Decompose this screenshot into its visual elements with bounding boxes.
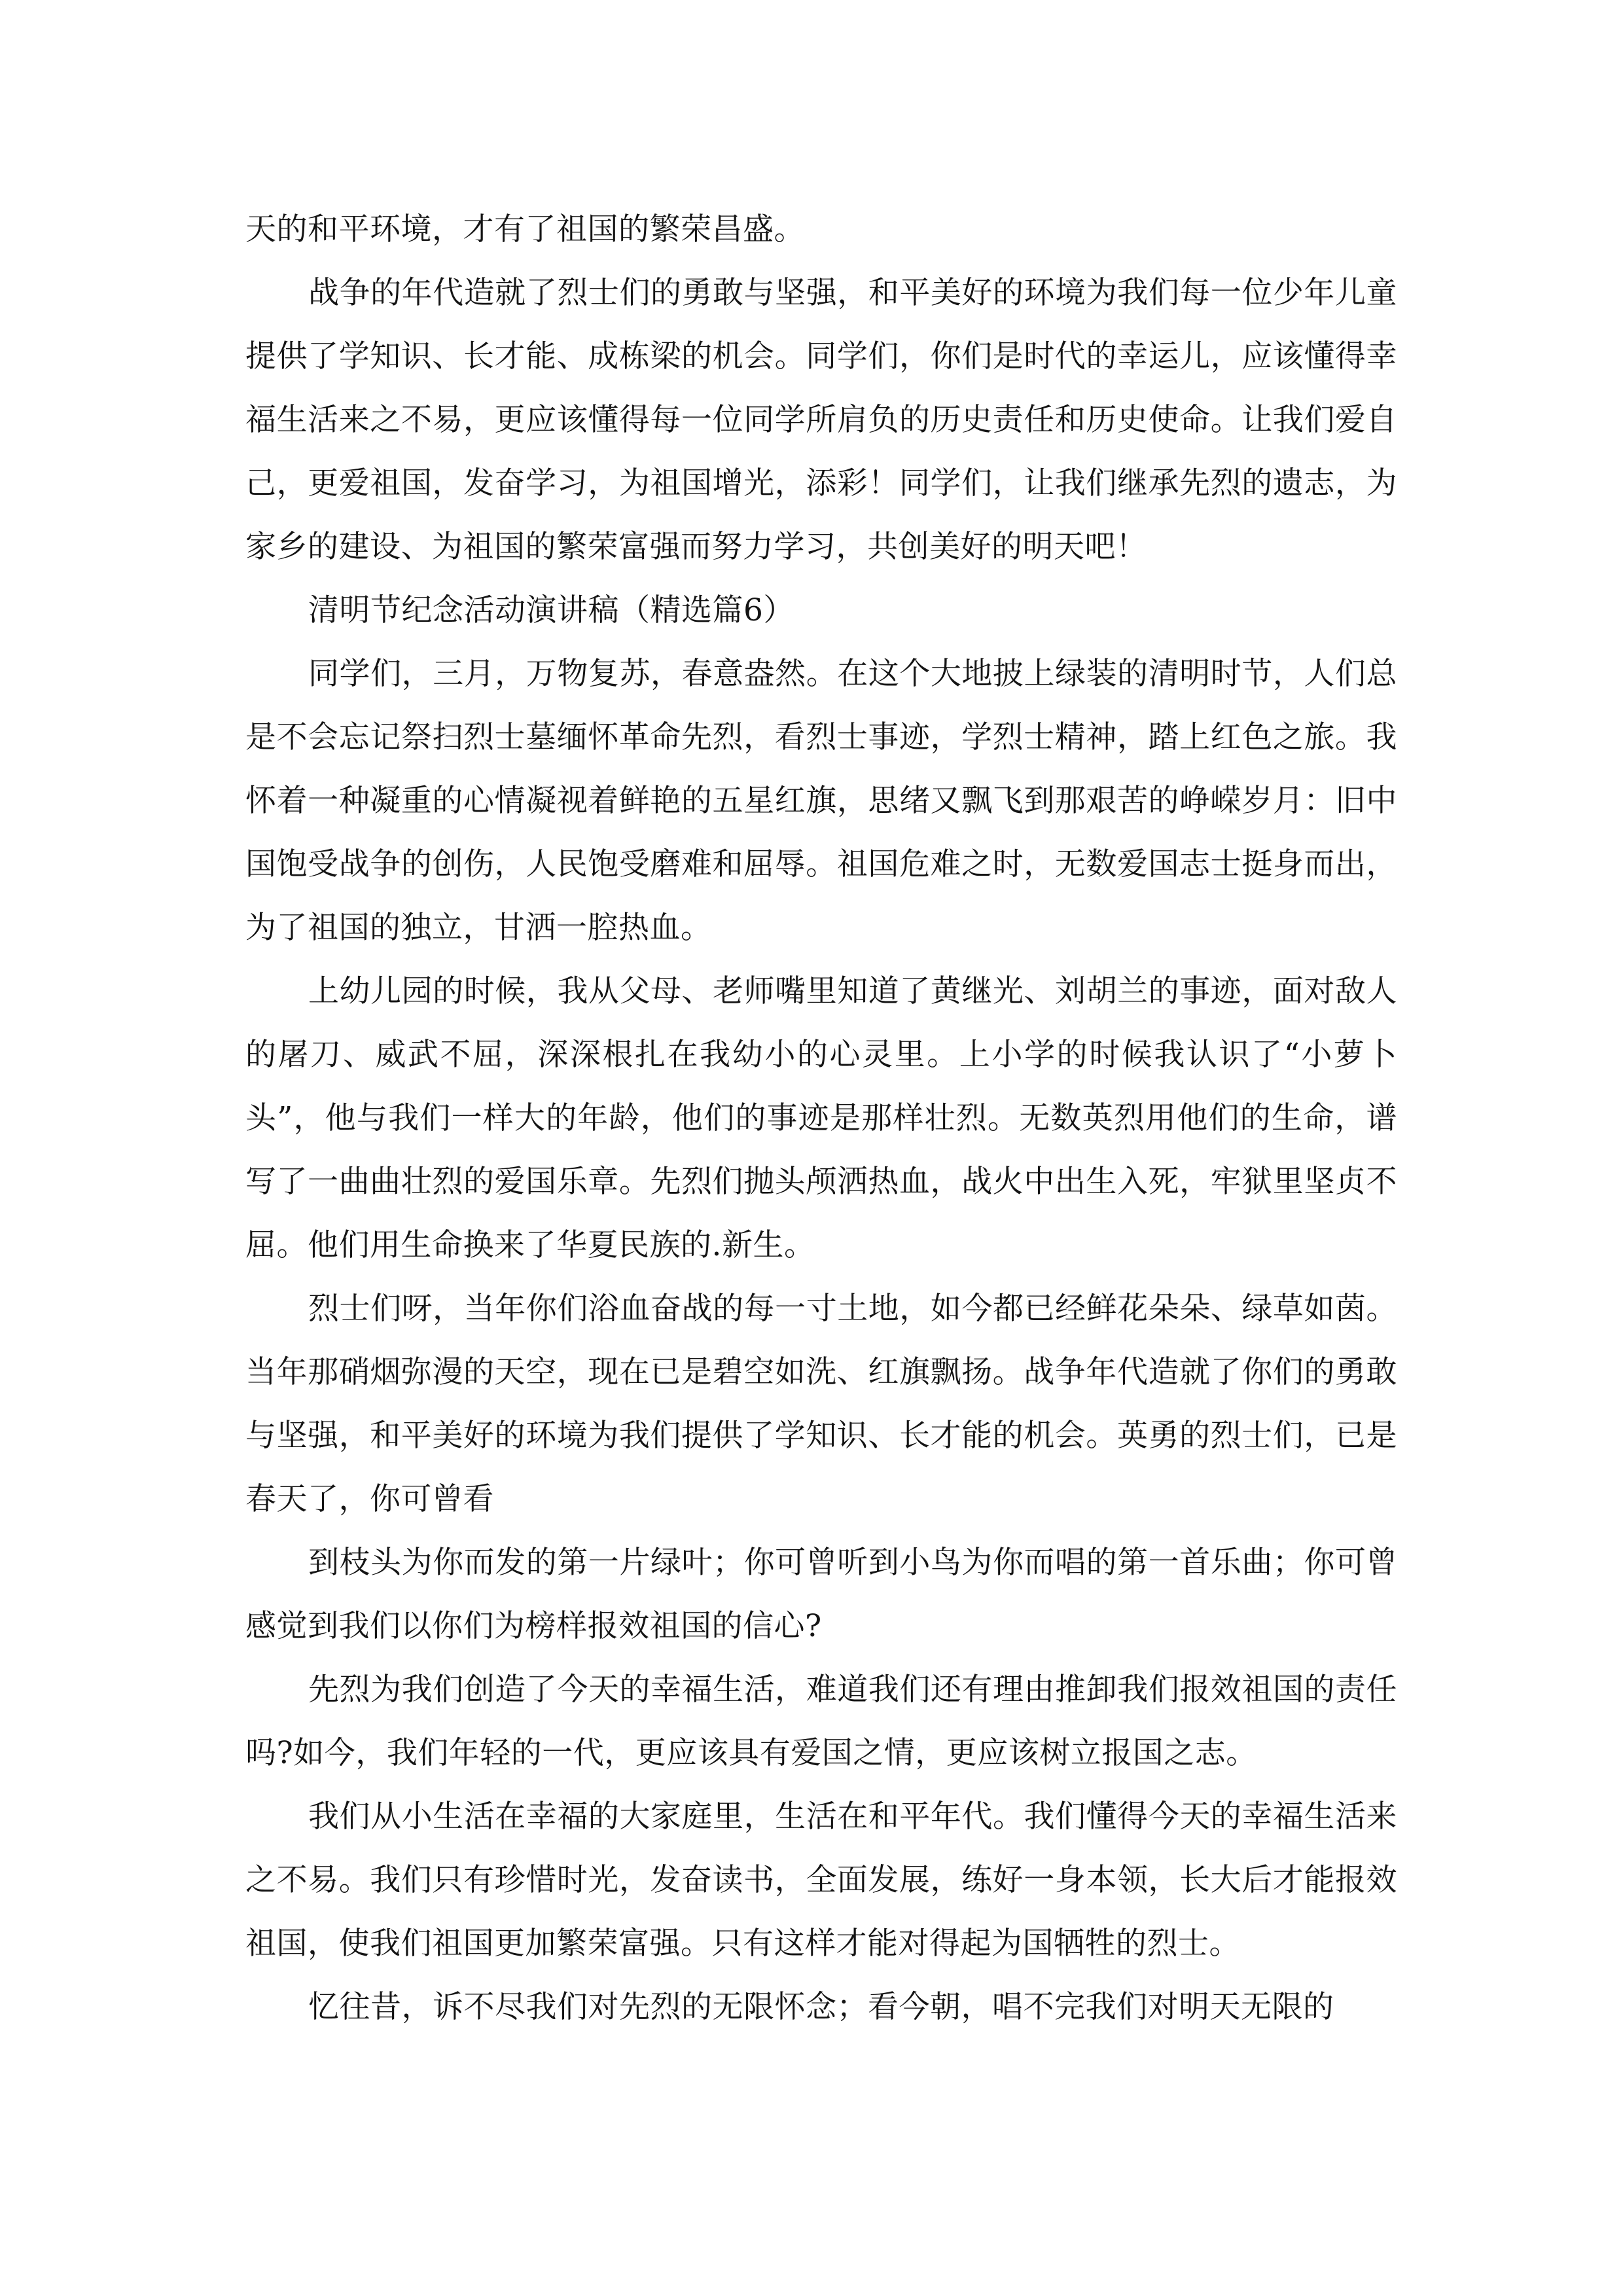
paragraph: 战争的年代造就了烈士们的勇敢与坚强，和平美好的环境为我们每一位少年儿童提供了学知识、长才能、成栋梁的机会。同学们，你们是时代的幸运儿，应该懂得幸福生活来之不易，更应该懂得每一位同学所肩负的历史责任和历史使命。让我们爱自己，更爱祖国，发奋学习，为祖国增光，添彩！同学们，让我们继承先烈的遗志，为家乡的建设、为祖国的繁荣富强而努力学习，共创美好的明天吧！ xyxy=(245,275,1397,565)
paragraph: 同学们，三月，万物复苏，春意盎然。在这个大地披上绿装的清明时节，人们总是不会忘记祭扫烈士墓缅怀革命先烈，看烈士事迹，学烈士精神，踏上红色之旅。我怀着一种凝重的心情凝视着鲜艳的五星红旗，思绪又飘飞到那艰苦的峥嵘岁月：旧中国饱受战争的创伤，人民饱受磨难和屈辱。祖国危难之时，无数爱国志士挺身而出，为了祖国的独立，甘洒一腔热血。 xyxy=(245,656,1397,946)
paragraph: 我们从小生活在幸福的大家庭里，生活在和平年代。我们懂得今天的幸福生活来之不易。我们只有珍惜时光，发奋读书，全面发展，练好一身本领，长大后才能报效祖国，使我们祖国更加繁荣富强。只有这样才能对得起为国牺牲的烈士。 xyxy=(245,1799,1397,1962)
body-text xyxy=(245,198,1397,2039)
paragraph: 烈士们呀，当年你们浴血奋战的每一寸土地，如今都已经鲜花朵朵、绿草如茵。当年那硝烟弥漫的天空，现在已是碧空如洗、红旗飘扬。战争年代造就了你们的勇敢与坚强，和平美好的环境为我们提供了学知识、长才能的机会。英勇的烈士们，已是春天了，你可曾看 xyxy=(245,1291,1397,1517)
paragraph: 上幼儿园的时候，我从父母、老师嘴里知道了黄继光、刘胡兰的事迹，面对敌人的屠刀、威武不屈，深深根扎在我幼小的心灵里。上小学的时候我认识了“小萝卜头”，他与我们一样大的年龄，他们的事迹是那样壮烈。无数英烈用他们的生命，谱写了一曲曲壮烈的爱国乐章。先烈们抛头颅洒热血，战火中出生入死，牢狱里坚贞不屈。他们用生命换来了华夏民族的.新生。 xyxy=(245,973,1397,1263)
paragraph: 忆往昔，诉不尽我们对先烈的无限怀念；看今朝，唱不完我们对明天无限的 xyxy=(308,1989,1334,2025)
paragraph: 到枝头为你而发的第一片绿叶；你可曾听到小鸟为你而唱的第一首乐曲；你可曾感觉到我们以你们为榜样报效祖国的信心? xyxy=(245,1545,1397,1644)
section-heading: 清明节纪念活动演讲稿（精选篇6） xyxy=(308,592,794,628)
paragraph: 先烈为我们创造了今天的幸福生活，难道我们还有理由推卸我们报效祖国的责任吗?如今，我们年轻的一代，更应该具有爱国之情，更应该树立报国之志。 xyxy=(245,1672,1397,1771)
paragraph: 天的和平环境，才有了祖国的繁荣昌盛。 xyxy=(245,211,805,247)
